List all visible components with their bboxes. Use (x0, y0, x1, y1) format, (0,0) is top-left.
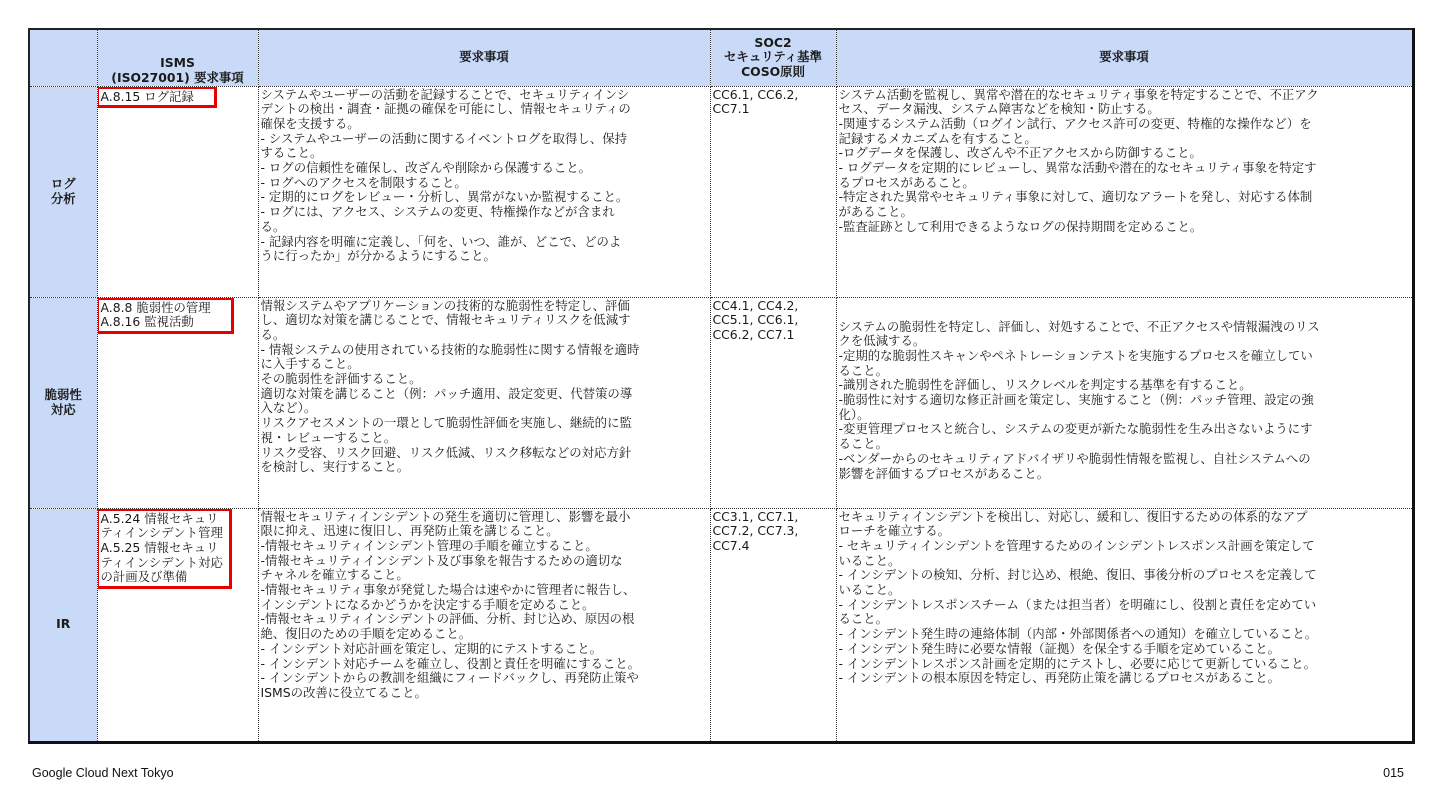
soc2-requirements-cell (836, 297, 1413, 508)
header-soc2-line-2: セキュリティ基準 (724, 49, 822, 65)
text-line: - インシデントの根本原因を特定し、再発防止策を講じるプロセスがあること。 (838, 670, 1281, 686)
soc2-cell (710, 297, 836, 508)
header-isms (97, 29, 258, 86)
text-line: -情報セキュリティインシデント及び事象を報告するための適切な (260, 552, 623, 568)
text-line: すること。 (260, 145, 323, 161)
text-line: - ログには、アクセス、システムの変更、特権操作などが含まれ (260, 204, 615, 220)
text-line: - ログデータを定期的にレビューし、異常な活動や潜在的なセキュリティ事象を特定す (838, 160, 1317, 176)
text-line: -ベンダーからのセキュリティアドバイザリや脆弱性情報を監視し、自社システムへの (838, 450, 1311, 466)
text-line: いること。 (838, 582, 901, 598)
text-line: システムやユーザーの活動を記録することで、セキュリティインシ (260, 86, 630, 102)
table-row-log-analysis (29, 86, 1413, 297)
soc2-code-line: CC7.1 (712, 101, 750, 117)
text-line: システムの脆弱性を特定し、評価し、対処することで、不正アクセスや情報漏洩のリス (838, 318, 1320, 334)
text-line: る。 (260, 218, 286, 234)
category-line: 分析 (50, 190, 76, 206)
category-log-analysis (29, 86, 97, 297)
table-row-vulnerability (29, 297, 1413, 508)
highlight-box (97, 297, 234, 334)
text-line: し、適切な対策を講じることで、情報セキュリティリスクを低減す (260, 312, 631, 328)
isms-control: A.5.24 情報セキュリ (100, 510, 219, 526)
category-line: 対応 (50, 401, 76, 417)
text-line: -情報セキュリティインシデントの評価、分析、封じ込め、原因の根 (260, 611, 635, 627)
text-line: - インシデントレスポンスチーム（または担当者）を明確にし、役割と責任を定めてい (838, 596, 1317, 612)
iso-requirements-cell (258, 297, 710, 508)
text-line: - インシデントの検知、分析、封じ込め、根絶、復旧、事後分析のプロセスを定義して (838, 567, 1317, 583)
soc2-code-line: CC7.2, CC7.3, (712, 523, 799, 539)
isms-control: A.8.8 脆弱性の管理 (100, 299, 211, 315)
text-line: -関連するシステム活動（ログイン試行、アクセス許可の変更、特権的な操作など）を (838, 115, 1312, 131)
text-line: - インシデントからの教訓を組織にフィードバックし、再発防止策や (260, 670, 639, 686)
text-line: 影響を評価するプロセスがあること。 (838, 465, 1050, 481)
text-line: - ログへのアクセスを制限すること。 (260, 174, 467, 190)
header-soc2 (710, 29, 836, 86)
text-line: 視・レビューすること。 (260, 429, 397, 445)
text-line: ISMSの改善に役立てること。 (260, 684, 427, 700)
text-line: - インシデント発生時の連絡体制（内部・外部関係者への通知）を確立していること。 (838, 626, 1318, 642)
text-line: を検討し、実行すること。 (260, 459, 410, 475)
text-line: 情報システムやアプリケーションの技術的な脆弱性を特定し、評価 (260, 297, 630, 313)
text-line: 限に抑え、迅速に復旧し、再発防止策を講じること。 (260, 523, 559, 539)
header-category (29, 29, 97, 86)
soc2-code-line: CC3.1, CC7.1, (712, 508, 799, 524)
isms-cell (97, 508, 258, 742)
isms-control: ティインシデント対応 (100, 554, 223, 570)
text-line: るプロセスがあること。 (838, 174, 975, 190)
header-isms-line-1: ISMS (160, 55, 195, 71)
text-line: ること。 (838, 611, 889, 627)
text-line: 情報セキュリティインシデントの発生を適切に管理し、影響を最小 (260, 508, 631, 524)
header-soc2-line-1: SOC2 (754, 34, 792, 50)
soc2-code-line: CC6.2, CC7.1 (712, 326, 795, 342)
text-line: その脆弱性を評価すること。 (260, 371, 422, 387)
text-line: インシデントになるかどうかを決定する手順を定めること。 (260, 596, 595, 612)
soc2-code-line: CC4.1, CC4.2, (712, 297, 799, 313)
header-iso-requirements: 要求事項 (258, 29, 710, 86)
text-line: - 定期的にログをレビュー・分析し、異常がないか監視すること。 (260, 189, 629, 205)
soc2-code-line: CC6.1, CC6.2, (712, 86, 799, 102)
page-number: 015 (1383, 766, 1404, 780)
isms-cell (97, 297, 258, 508)
category-line: IR (56, 616, 71, 632)
header-isms-line-2: (ISO27001) 要求事項 (111, 69, 244, 85)
text-line: 記録するメカニズムを有すること。 (838, 130, 1037, 146)
text-line: -定期的な脆弱性スキャンやペネトレーションテストを実施するプロセスを確立してい (838, 347, 1313, 363)
text-line: デントの検出・調査・証拠の確保を可能にし、情報セキュリティの (260, 101, 631, 117)
comparison-table (28, 28, 1415, 744)
text-line: -識別された脆弱性を評価し、リスクレベルを判定する基準を有すること。 (838, 377, 1252, 393)
isms-control: A.8.15 ログ記録 (100, 88, 194, 104)
isms-cell (97, 86, 258, 297)
highlight-box (97, 86, 217, 108)
text-line: 入など）。 (260, 400, 317, 416)
iso-requirements-cell (258, 86, 710, 297)
header-row (29, 29, 1413, 86)
text-line: - 記録内容を明確に定義し、「何を、いつ、誰が、どこで、どのよ (260, 233, 622, 249)
text-line: -監査証跡として利用できるようなログの保持期間を定めること。 (838, 218, 1203, 234)
isms-control: の計画及び準備 (100, 569, 188, 585)
text-line: があること。 (838, 204, 913, 220)
text-line: - ログの信頼性を確保し、改ざんや削除から保護すること。 (260, 160, 592, 176)
text-line: クを低減する。 (838, 333, 926, 349)
text-line: セス、データ漏洩、システム障害などを検知・防止する。 (838, 101, 1160, 117)
text-line: リスク受容、リスク回避、リスク低減、リスク移転などの対応方針 (260, 444, 632, 460)
text-line: いること。 (838, 552, 901, 568)
category-line: ログ (50, 175, 76, 191)
text-line: ローチを確立する。 (838, 523, 951, 539)
text-line: - インシデント発生時に必要な情報（証拠）を保全する手順を定めていること。 (838, 640, 1281, 656)
text-line: システム活動を監視し、異常や潜在的なセキュリティ事象を特定することで、不正アク (838, 86, 1319, 102)
text-line: -脆弱性に対する適切な修正計画を策定し、実施すること（例：パッチ管理、設定の強 (838, 392, 1314, 408)
text-line: 確保を支援する。 (260, 115, 360, 131)
table-row-ir (29, 508, 1413, 742)
text-line: ること。 (838, 436, 889, 452)
category-ir (29, 508, 97, 742)
soc2-code-line: CC5.1, CC6.1, (712, 312, 799, 328)
text-line: チャネルを確立すること。 (260, 567, 409, 583)
soc2-requirements-cell (836, 508, 1413, 742)
text-line: る。 (260, 326, 286, 342)
text-line: - 情報システムの使用されている技術的な脆弱性に関する情報を適時 (260, 341, 640, 357)
highlight-box (97, 508, 232, 589)
text-line: -変更管理プロセスと統合し、システムの変更が新たな脆弱性を生み出さないようにす (838, 421, 1313, 437)
category-line: 脆弱性 (44, 386, 82, 402)
text-line: うに行ったか」が分かるようにすること。 (260, 248, 496, 264)
soc2-cell (710, 508, 836, 742)
text-line: リスクアセスメントの一環として脆弱性評価を実施し、継続的に監 (260, 415, 632, 431)
text-line: - インシデント対応チームを確立し、役割と責任を明確にすること。 (260, 655, 641, 671)
footer-event-name: Google Cloud Next Tokyo (32, 766, 174, 780)
soc2-code-line: CC7.4 (712, 537, 750, 553)
isms-control: A.5.25 情報セキュリ (100, 539, 219, 555)
isms-control: ティインシデント管理 (100, 525, 223, 541)
text-line: - インシデントレスポンス計画を定期的にテストし、必要に応じて更新していること。 (838, 655, 1316, 671)
iso-requirements-cell (258, 508, 710, 742)
text-line: -情報セキュリティ事象が発覚した場合は速やかに管理者に報告し、 (260, 582, 636, 598)
soc2-requirements-cell (836, 86, 1413, 297)
text-line: に入手すること。 (260, 356, 360, 372)
text-line: ること。 (838, 362, 889, 378)
text-line: -ログデータを保護し、改ざんや不正アクセスから防御すること。 (838, 145, 1202, 161)
text-line: 絶、復旧のための手順を定めること。 (260, 626, 472, 642)
header-soc2-line-3: COSO原則 (741, 64, 805, 80)
text-line: - インシデント対応計画を策定し、定期的にテストすること。 (260, 640, 603, 656)
header-soc2-requirements: 要求事項 (836, 29, 1413, 86)
text-line: - システムやユーザーの活動に関するイベントログを取得し、保持 (260, 130, 627, 146)
text-line: -特定された異常やセキュリティ事象に対して、適切なアラートを発し、対応する体制 (838, 189, 1313, 205)
text-line: 化）。 (838, 406, 870, 422)
soc2-cell (710, 86, 836, 297)
isms-control: A.8.16 監視活動 (100, 314, 194, 330)
text-line: -情報セキュリティインシデント管理の手順を確立すること。 (260, 537, 598, 553)
text-line: - セキュリティインシデントを管理するためのインシデントレスポンス計画を策定して (838, 537, 1315, 553)
text-line: セキュリティインシデントを検出し、対応し、緩和し、復旧するための体系的なアプ (838, 508, 1308, 524)
category-vulnerability (29, 297, 97, 508)
text-line: 適切な対策を講じること（例：パッチ適用、設定変更、代替策の導 (260, 385, 633, 401)
